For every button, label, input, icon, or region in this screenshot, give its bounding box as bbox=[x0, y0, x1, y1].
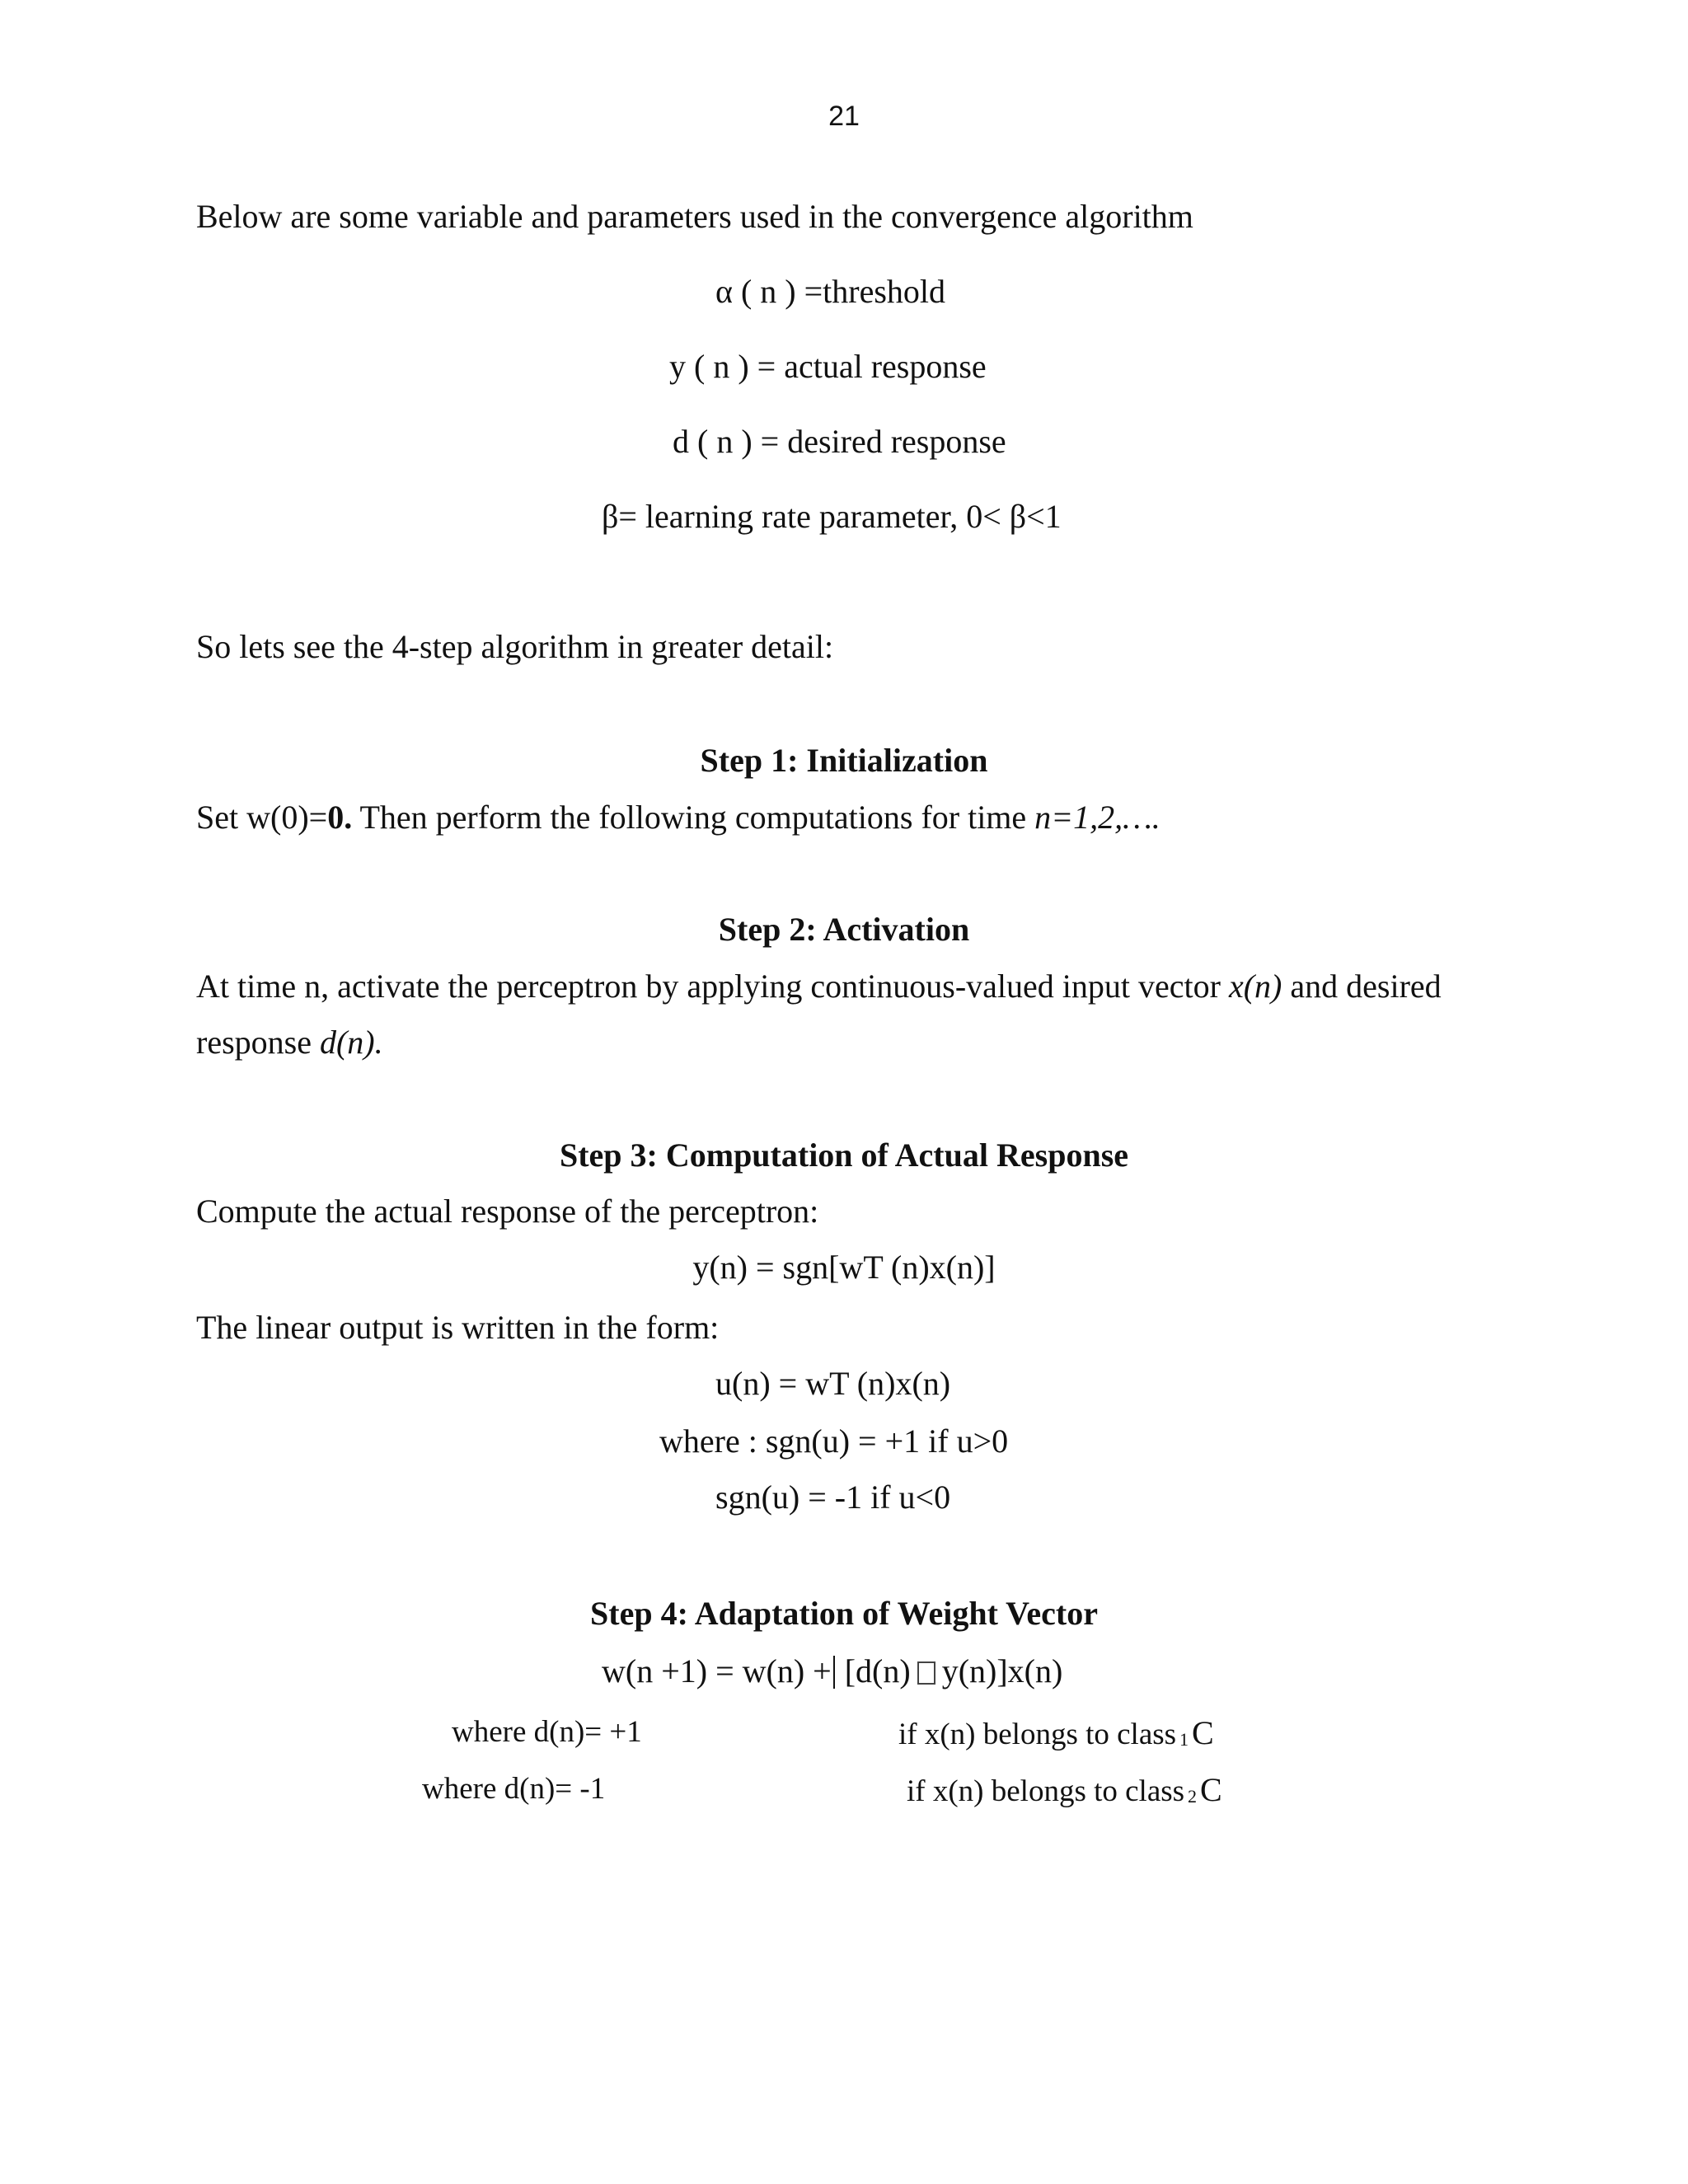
step1-paragraph bbox=[196, 801, 1160, 834]
missing-glyph-icon bbox=[917, 1661, 935, 1685]
step3-equation: y(n) = sgn[wT (n)x(n)] bbox=[692, 1249, 996, 1286]
step1-text-a: Set w(0)= bbox=[196, 799, 328, 836]
summary-paragraph: So lets see the 4-step algorithm in greater detail: bbox=[196, 628, 834, 665]
class1-text: if x(n) belongs to class bbox=[898, 1718, 1177, 1751]
step4-where-class1-left: where d(n)= +1 bbox=[452, 1715, 642, 1749]
class1-letter: C bbox=[1192, 1714, 1214, 1751]
step2-line1-a: At time n, activate the perceptron by applying continuous-valued input vector bbox=[196, 968, 1229, 1005]
step1-heading: Step 1: Initialization bbox=[700, 742, 988, 779]
definition-alpha: α ( n ) =threshold bbox=[715, 273, 946, 310]
step2-line1-italic: x(n) bbox=[1228, 968, 1282, 1005]
step3-linear-text: The linear output is written in the form: bbox=[196, 1309, 720, 1346]
class2-letter: C bbox=[1200, 1771, 1222, 1808]
step3-paragraph: Compute the actual response of the perceptron: bbox=[196, 1193, 819, 1230]
definition-d: d ( n ) = desired response bbox=[673, 423, 1006, 460]
step3-where-negative: sgn(u) = -1 if u<0 bbox=[715, 1479, 951, 1516]
page-number: 21 bbox=[828, 101, 860, 132]
step2-heading: Step 2: Activation bbox=[718, 911, 970, 948]
step1-text-bold: 0. bbox=[327, 799, 353, 836]
step1-text-italic: n=1,2,…. bbox=[1034, 799, 1160, 836]
step4-eq-a: w(n +1) = w(n) + bbox=[602, 1652, 832, 1690]
step2-line2 bbox=[196, 1026, 383, 1059]
step3-where-positive: where : sgn(u) = +1 if u>0 bbox=[659, 1422, 1009, 1460]
step4-eq-b: [d(n) bbox=[844, 1652, 911, 1690]
step3-linear-equation: u(n) = wT (n)x(n) bbox=[715, 1365, 951, 1402]
step4-eq-c: y(n)]x(n) bbox=[941, 1652, 1063, 1690]
step2-line1 bbox=[196, 970, 1442, 1003]
step1-text-b: Then perform the following computations for time bbox=[352, 799, 1035, 836]
step2-line2-italic: d(n). bbox=[319, 1024, 383, 1061]
definition-beta: β= learning rate parameter, 0< β<1 bbox=[602, 498, 1062, 535]
beta-glyph-placeholder bbox=[833, 1656, 835, 1689]
step4-where-class1-right bbox=[898, 1714, 1214, 1751]
step3-heading: Step 3: Computation of Actual Response bbox=[559, 1137, 1129, 1174]
definition-y: y ( n ) = actual response bbox=[669, 348, 987, 385]
step4-where-class2-left: where d(n)= -1 bbox=[422, 1772, 606, 1806]
step2-line2-a: response bbox=[196, 1024, 320, 1061]
step2-line1-b: and desired bbox=[1282, 968, 1442, 1005]
step4-heading: Step 4: Adaptation of Weight Vector bbox=[590, 1595, 1098, 1632]
step4-equation bbox=[602, 1652, 1063, 1690]
class2-text: if x(n) belongs to class bbox=[907, 1774, 1185, 1808]
intro-paragraph: Below are some variable and parameters used in the convergence algorithm bbox=[196, 198, 1193, 235]
class1-subscript: 1 bbox=[1179, 1729, 1189, 1750]
class2-subscript: 2 bbox=[1188, 1786, 1198, 1807]
step4-where-class2-right bbox=[907, 1771, 1222, 1808]
